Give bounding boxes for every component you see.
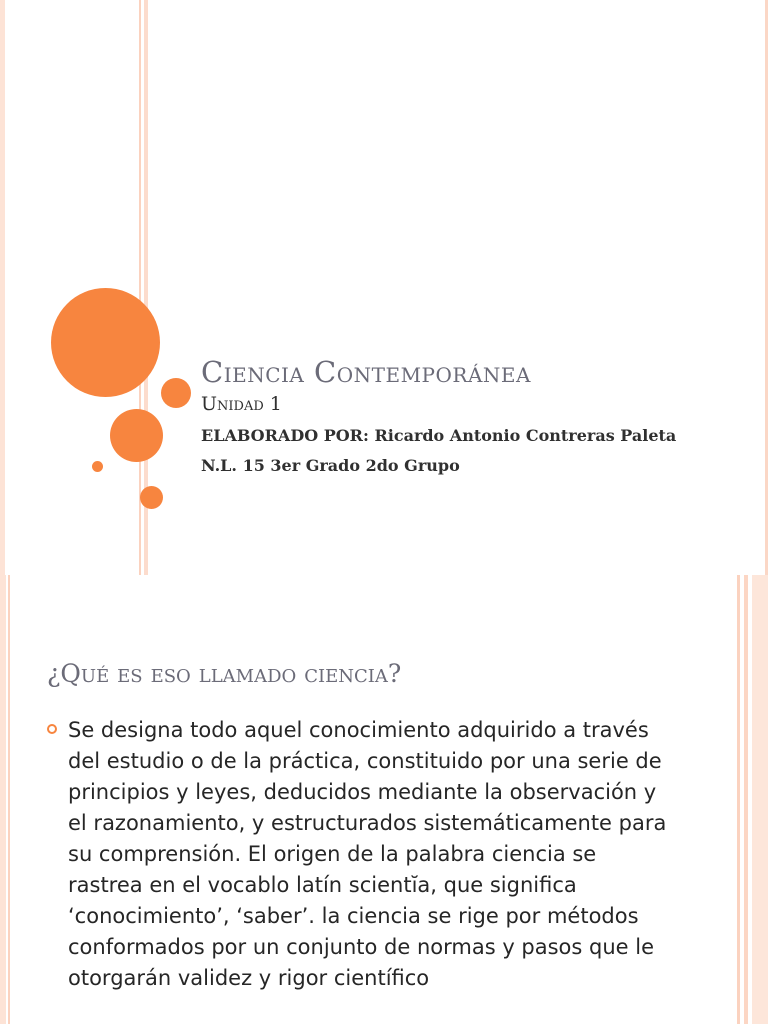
class-info-line: N.L. 15 3er Grado 2do Grupo [201,456,460,475]
decorative-stripe [737,575,740,1024]
decorative-stripe [744,575,748,1024]
author-line: ELABORADO POR: Ricardo Antonio Contreras Paleta [201,426,677,445]
decorative-stripe [0,575,6,1024]
slide-heading: ¿Qué es eso llamado ciencia? [47,659,402,688]
bullet-circle-icon [47,724,57,734]
decorative-circle [92,461,103,472]
content-slide [0,575,768,1024]
decorative-circle [140,486,163,509]
decorative-stripe [8,575,10,1024]
decorative-band [0,0,5,575]
decorative-circle [161,378,191,408]
decorative-circle [110,409,163,462]
decorative-circle [51,288,160,397]
slide-subtitle: Unidad 1 [201,393,282,415]
body-paragraph: Se designa todo aquel conocimiento adquirido a través del estudio o de la práctica, constituido por una serie de principios y leyes, deducidos mediante la observación y el razonamiento, y estructurados sistemáticamente para su comprensión. El origen de la palabra ciencia se rastrea en el vocablo latín scientĭa, que significa ‘conocimiento’, ‘saber’. la ciencia se rige por métodos conformados por un conjunto de normas y pasos que le otorgarán validez y rigor científico [68,718,667,990]
decorative-stripe [752,575,768,1024]
decorative-stripe [139,0,141,575]
slide-title: Ciencia Contemporánea [201,355,531,389]
